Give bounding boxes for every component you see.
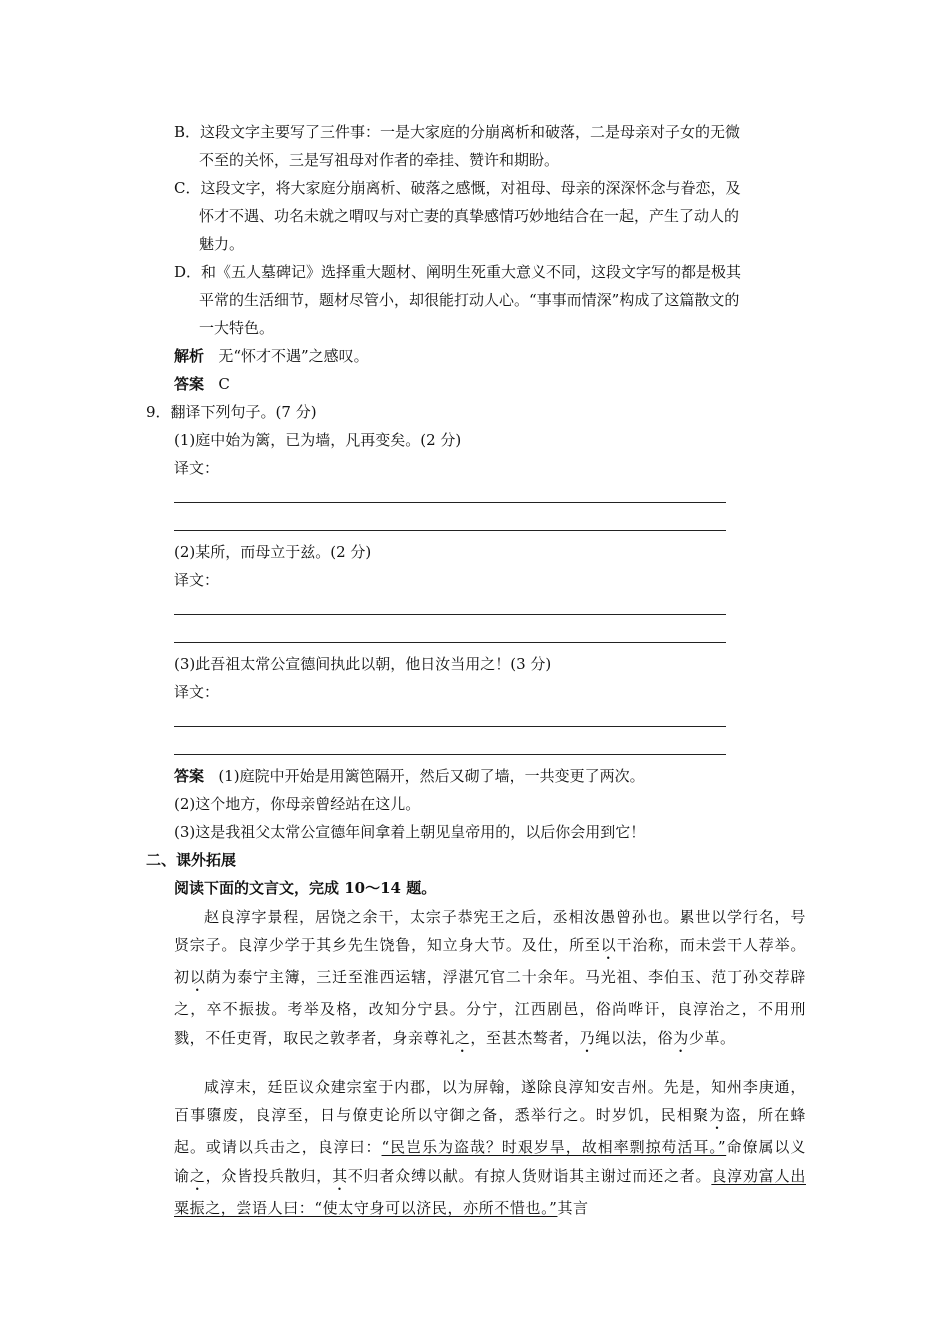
emphasis-char: 之 bbox=[454, 1028, 471, 1047]
answer-line bbox=[174, 502, 726, 503]
emphasis-char: 其 bbox=[332, 1166, 348, 1185]
option-d-line2: 平常的生活细节，题材尽管小，却很能打动人心。“事事而情深”构成了这篇散文的 bbox=[199, 291, 740, 309]
option-c-label: C． bbox=[174, 179, 201, 197]
emphasis-char: 为 bbox=[709, 1106, 726, 1125]
option-b-line1: B．这段文字主要写了三件事：一是大家庭的分崩离析和破落，二是母亲对子女的无微 bbox=[174, 123, 741, 141]
option-d-label: D． bbox=[174, 263, 202, 281]
emphasis-char: 以 bbox=[600, 936, 617, 955]
q9-answer-1: 答案 (1)庭院中开始是用篱笆隔开，然后又砌了墙，一共变更了两次。 bbox=[174, 767, 645, 785]
option-d-line3: 一大特色。 bbox=[199, 319, 275, 337]
answer-label: 答案 bbox=[174, 767, 205, 785]
emphasis-char: 为 bbox=[673, 1028, 689, 1047]
q9-title: 9．翻译下列句子。(7 分) bbox=[146, 403, 317, 421]
translate-label-3: 译文： bbox=[174, 683, 220, 701]
option-d-line1: D．和《五人墓碑记》选择重大题材、阐明生死重大意义不同，这段文字写的都是极其 bbox=[174, 263, 742, 281]
section-heading: 二、课外拓展 bbox=[146, 851, 237, 869]
underlined-sentence-2: 良淳劝富人出粟振之，尝语人曰：“使太守身可以济民，亦所不惜也。” bbox=[174, 1166, 806, 1217]
answer-line bbox=[174, 530, 726, 531]
option-c-line3: 魅力。 bbox=[199, 235, 245, 253]
underlined-sentence-1: “民岂乐为盗哉？时艰岁旱，故相率剽掠苟活耳。” bbox=[381, 1138, 727, 1157]
q9-sentence-3: (3)此吾祖太常公宣德间执此以朝，他日汝当用之！(3 分) bbox=[174, 655, 552, 673]
q9-sentence-2: (2)某所，而母立于兹。(2 分) bbox=[174, 543, 372, 561]
classical-passage-p1: 赵良淳字景程，居饶之余干，太宗子恭宪王之后，丞相汝愚曾孙也。累世以学行名，号贤宗子。良淳少学于其乡先生饶鲁，知立身大节。及仕，所至以干治称，而未尝干人荐举。初以荫为泰宁主簿，三迁至淮西运辖，浮湛冗官二十余年。马光祖、李伯玉、范丁孙交荐辟之，卒不振拔。考举及格，改知分宁县。分宁，江西剧邑，俗尚哗讦，良淳治之，不用刑戮，不任吏胥，取民之敦孝者，身亲尊礼之，至甚杰骜者，乃绳以法，俗为少革。 bbox=[174, 908, 807, 1047]
emphasis-char: 以 bbox=[189, 968, 206, 987]
option-b-label: B． bbox=[174, 123, 201, 141]
translate-label-1: 译文： bbox=[174, 459, 220, 477]
option-b-line2: 不至的关怀，三是写祖母对作者的牵挂、赞许和期盼。 bbox=[199, 151, 560, 169]
answer-line bbox=[174, 614, 726, 615]
option-c-line2: 怀才不遇、功名未就之喟叹与对亡妻的真挚感情巧妙地结合在一起，产生了动人的 bbox=[199, 207, 740, 225]
q9-sentence-1: (1)庭中始为篱，已为墙，凡再变矣。(2 分) bbox=[174, 431, 462, 449]
answer-line bbox=[174, 754, 726, 755]
classical-passage-p2: 咸淳末，廷臣议众建宗室于内郡，以为屏翰，遂除良淳知安吉州。先是，知州李庚通，百事隳废，良淳至，日与僚吏论所以守御之备，悉举行之。时岁饥，民相聚为盗，所在蜂起。或请以兵击之，良淳曰：“民岂乐为盗哉？时艰岁旱，故相率剽掠苟活耳。”命僚属以义谕之，众皆投兵散归，其不归者众缚以献。有掠人货财诣其主谢过而还之者。良淳劝富人出粟振之，尝语人曰：“使太守身可以济民，亦所不惜也。”其言 bbox=[174, 1078, 806, 1217]
section-instruction: 阅读下面的文言文，完成 10～14 题。 bbox=[174, 879, 437, 897]
q9-answer-3: (3)这是我祖父太常公宣德年间拿着上朝见皇帝用的，以后你会用到它！ bbox=[174, 823, 646, 841]
emphasis-char: 乃 bbox=[579, 1028, 596, 1047]
translate-label-2: 译文： bbox=[174, 571, 220, 589]
answer-label: 答案 bbox=[174, 375, 205, 393]
answer-line bbox=[174, 726, 726, 727]
option-c-line1: C．这段文字，将大家庭分崩离析、破落之感慨，对祖母、母亲的深深怀念与眷恋，及 bbox=[174, 179, 741, 197]
emphasis-char: 之 bbox=[189, 1166, 206, 1185]
q8-answer: 答案 C bbox=[174, 375, 230, 393]
q8-analysis: 解析 无“怀才不遇”之感叹。 bbox=[174, 347, 369, 365]
answer-line bbox=[174, 642, 726, 643]
q9-answer-2: (2)这个地方，你母亲曾经站在这儿。 bbox=[174, 795, 421, 813]
analysis-label: 解析 bbox=[174, 347, 205, 365]
